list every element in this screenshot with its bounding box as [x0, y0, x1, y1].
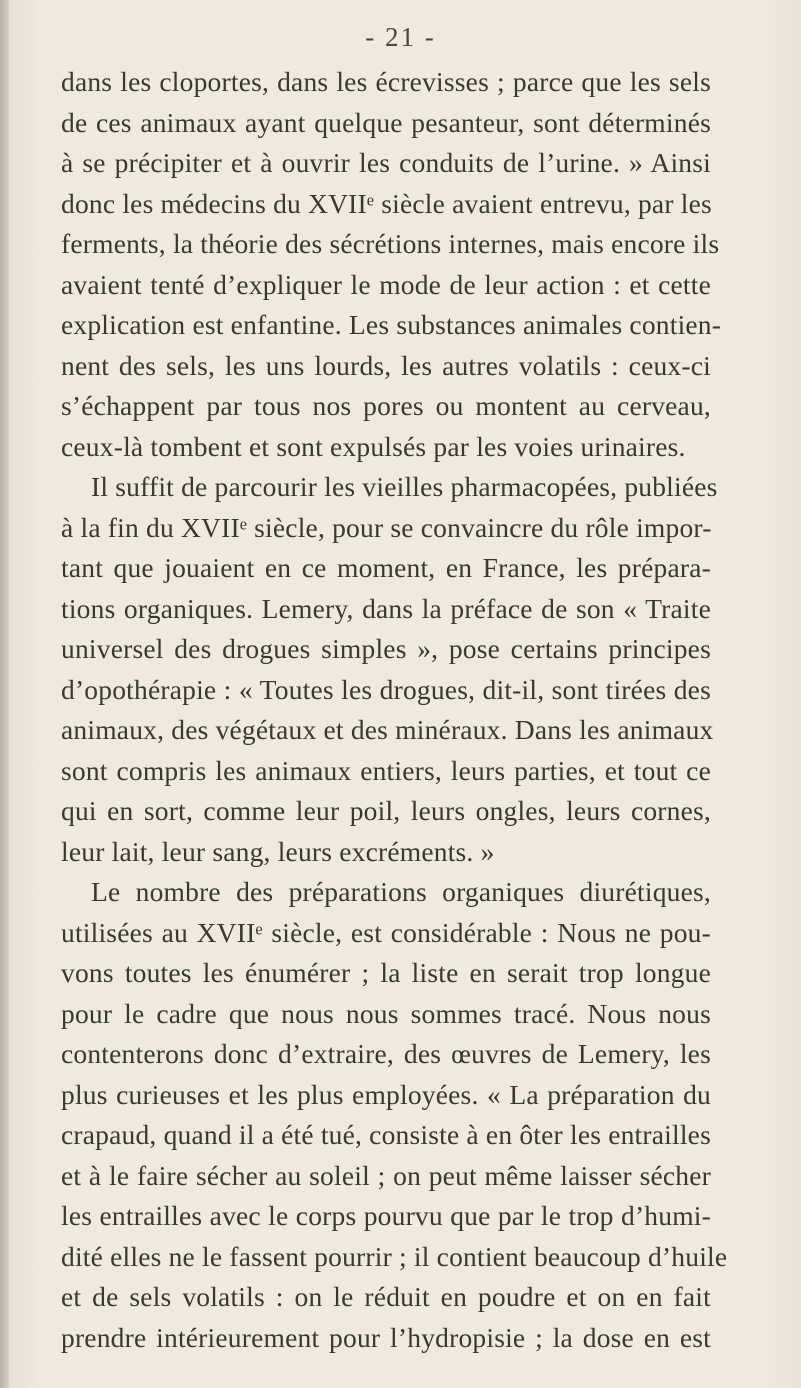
text-line: sont compris les animaux entiers, leurs parties, et tout ce: [61, 754, 711, 786]
text-line: tant que jouaient en ce moment, en France, les prépara-: [61, 552, 711, 583]
text-line: prendre intérieurement pour l’hydropisie ; la dose en est: [61, 1321, 711, 1353]
text-line: crapaud, quand il a été tué, consiste à en ôter les entrailles: [61, 1119, 711, 1150]
text-line: et à le faire sécher au soleil ; on peut même laisser sécher: [61, 1159, 711, 1191]
text-line: nent des sels, les uns lourds, les autres volatils : ceux-ci: [61, 349, 711, 381]
text-line: ferments, la théorie des sécrétions internes, mais encore ils: [61, 228, 720, 259]
text-line: avaient tenté d’expliquer le mode de leur action : et cette: [61, 268, 711, 300]
text-line: universel des drogues simples », pose certains principes: [61, 633, 711, 664]
text-line: tions organiques. Lemery, dans la préface de son « Traite: [61, 592, 711, 624]
text-line: plus curieuses et les plus employées. « La préparation du: [61, 1078, 711, 1110]
text-line: contenterons donc d’extraire, des œuvres de Lemery, les: [61, 1038, 711, 1069]
text-line: explication est enfantine. Les substances animales contien-: [61, 309, 722, 340]
text-line: leur lait, leur sang, leurs excréments. »: [61, 835, 495, 867]
text-line: utilisées au XVIIᵉ siècle, est considérable : Nous ne pou-: [61, 916, 711, 948]
page-number: - 21 -: [365, 22, 436, 52]
text-line: s’échappent par tous nos pores ou montent au cerveau,: [61, 390, 711, 421]
text-line: à la fin du XVIIᵉ siècle, pour se convaincre du rôle impor-: [61, 511, 712, 543]
text-line: les entrailles avec le corps pourvu que par le trop d’humi-: [61, 1200, 711, 1231]
text-line: qui en sort, comme leur poil, leurs ongles, leurs cornes,: [61, 795, 711, 826]
text-line: d’opothérapie : « Toutes les drogues, dit-il, sont tirées des: [61, 673, 711, 705]
text-line: ceux-là tombent et sont expulsés par les voies urinaires.: [61, 430, 686, 462]
text-line: et de sels volatils : on le réduit en poudre et on en fait: [61, 1281, 711, 1312]
body-text: [61, 62, 728, 1358]
paragraph-first-line: Il suffit de parcourir les vieilles pharmacopées, publiées: [91, 471, 718, 502]
text-line: pour le cadre que nous nous sommes tracé. Nous nous: [61, 997, 711, 1029]
text-line: dans les cloportes, dans les écrevisses ; parce que les sels: [61, 66, 711, 97]
text-line: de ces animaux ayant quelque pesanteur, sont déterminés: [61, 106, 711, 138]
text-line: donc les médecins du XVIIᵉ siècle avaient entrevu, par les: [61, 187, 712, 219]
page-binding-edge: [0, 0, 9, 1388]
paragraph-first-line: Le nombre des préparations organiques diurétiques,: [91, 876, 711, 907]
text-line: dité elles ne le fassent pourrir ; il contient beaucoup d’huile: [61, 1240, 728, 1272]
text-line: vons toutes les énumérer ; la liste en serait trop longue: [61, 957, 711, 988]
text-line: à se précipiter et à ouvrir les conduits de l’urine. » Ainsi: [61, 147, 711, 178]
text-line: animaux, des végétaux et des minéraux. Dans les animaux: [61, 714, 714, 745]
